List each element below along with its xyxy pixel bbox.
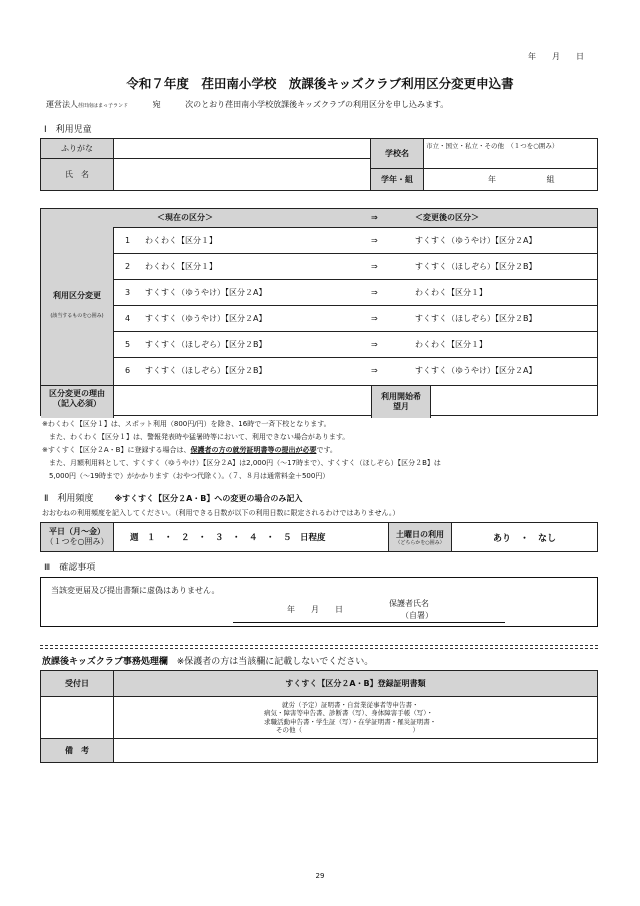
current-header: ＜現在の区分＞ <box>157 213 213 222</box>
section1-heading: Ⅰ 利用児童 <box>44 125 92 135</box>
page-number: 29 <box>315 872 325 880</box>
school-options: 市立・国立・私立・その他 （１つを○囲み） <box>426 142 559 150</box>
header-arrow: ⇒ <box>371 213 378 222</box>
option-arrow: ⇒ <box>371 366 378 375</box>
option-number: 1 <box>125 236 131 245</box>
separator-bottom <box>40 648 598 649</box>
note-line-3a: ※すくすく【区分２A・B】に登録する場合は、 <box>42 446 191 454</box>
note-line-1: ※わくわく【区分１】は、スポット利用（800円/円）を除き、16時で一斉下校となります。 <box>42 420 331 428</box>
weekday-label: 平日（月～金） <box>49 527 105 537</box>
frequency-table <box>40 522 598 552</box>
note-line-5: 5,000円（～19時まで）がかかります（おやつ代除く）。（７、８月は通常料金＋500円） <box>42 472 330 480</box>
option-arrow: ⇒ <box>371 262 378 271</box>
option-to: すくすく（ゆうやけ）【区分２A】 <box>415 366 537 375</box>
doc-line-4: その他（ ） <box>276 725 419 734</box>
change-header-row <box>113 209 597 228</box>
note-line-2: また、わくわく【区分１】は、警報発表時や猛暑時等において、利用できない場合があります。 <box>42 433 350 441</box>
section2-subnote: おおむねの利用頻度を記入してください。（利用できる日数が以下の利用日数に限定されるわけではありません。） <box>42 509 400 517</box>
saturday-label: 土曜日の利用 <box>396 529 444 539</box>
option-arrow: ⇒ <box>371 314 378 323</box>
saturday-label-cell <box>389 523 452 552</box>
received-date-field[interactable] <box>41 697 114 739</box>
option-number: 3 <box>125 288 131 297</box>
grade-label: 学年・組 <box>371 169 424 191</box>
reason-label-cell <box>41 385 114 418</box>
name-label: 氏 名 <box>41 159 114 191</box>
addressee-suffix: 宛 <box>152 100 161 109</box>
option-to: すくすく（ほしぞら）【区分２B】 <box>415 314 537 323</box>
saturday-sub: （どちらかを○囲み） <box>395 539 445 546</box>
note-line-4: また、月額利用料として、すくすく（ゆうやけ）【区分２A】は2,000円（～17時まで）、すくすく（ほしぞら）【区分２B】は <box>42 459 441 467</box>
confirmation-statement: 当該変更届及び提出書類に虚偽はありません。 <box>51 586 220 595</box>
note-emphasis: 保護者の方の就労証明書等の提出が必要 <box>190 446 317 454</box>
option-to: わくわく【区分１】 <box>415 288 487 297</box>
option-number: 2 <box>125 262 131 271</box>
furigana-field[interactable] <box>114 139 371 159</box>
name-field[interactable] <box>114 159 371 191</box>
change-label-cell <box>41 209 114 385</box>
intro-text: 次のとおり荏田南小学校放課後キッズクラブの利用区分を申し込みます。 <box>185 100 449 109</box>
office-heading: 放課後キッズクラブ事務処理欄 <box>42 657 168 667</box>
office-heading-note: ※保護者の方は当該欄に記載しないでください。 <box>176 657 374 667</box>
option-from: すくすく（ゆうやけ）【区分２A】 <box>145 314 267 323</box>
notes-block <box>42 418 441 483</box>
option-number: 4 <box>125 314 131 323</box>
guardian-label: 保護者氏名 <box>389 599 429 608</box>
signature-line[interactable] <box>233 622 505 623</box>
change-label: 利用区分変更 <box>53 291 101 300</box>
grade-year: 年 <box>488 175 496 184</box>
option-number: 5 <box>125 340 131 349</box>
start-label: 利用開始希望月 <box>381 392 421 411</box>
note-line-3b: です。 <box>316 446 337 454</box>
option-from: わくわく【区分１】 <box>145 262 217 271</box>
change-option-row[interactable] <box>113 280 597 306</box>
form-title: 令和７年度 荏田南小学校 放課後キッズクラブ利用区分変更申込書 <box>126 76 514 91</box>
section2-heading: Ⅱ 利用頻度 <box>44 494 94 504</box>
option-from: すくすく（ほしぞら）【区分２B】 <box>145 366 267 375</box>
doc-line-1: 就労（予定）証明書・自営業従事者等申告書・ <box>282 701 419 710</box>
option-arrow: ⇒ <box>371 340 378 349</box>
school-field[interactable] <box>424 139 598 169</box>
registration-header: すくすく【区分２A・B】登録証明書類 <box>114 671 598 697</box>
furigana-label: ふりがな <box>41 139 114 159</box>
option-number: 6 <box>125 366 131 375</box>
weekday-label-cell <box>41 523 114 552</box>
option-to: わくわく【区分１】 <box>415 340 487 349</box>
confirmation-date: 年 月 日 <box>287 605 343 614</box>
docs-cell <box>114 697 598 739</box>
weekday-sub: （１つを○囲み） <box>45 537 109 546</box>
change-table <box>40 208 598 416</box>
date-line: 年 月 日 <box>528 52 584 61</box>
option-to: すくすく（ゆうやけ）【区分２A】 <box>415 236 537 245</box>
change-option-row[interactable] <box>113 306 597 332</box>
addressee-org: 運営法人 <box>46 100 78 109</box>
section3-heading: Ⅲ 確認事項 <box>44 563 96 573</box>
doc-line-2: 病気・障害等申告書、診断書（写）、身体障害手帳（写）・ <box>264 709 433 718</box>
reason-field[interactable] <box>113 385 371 418</box>
remarks-field[interactable] <box>114 739 598 763</box>
section2-heading-note: ※すくすく【区分２A・B】への変更の場合のみ記入 <box>114 494 303 503</box>
option-arrow: ⇒ <box>371 236 378 245</box>
remarks-label: 備 考 <box>41 739 114 763</box>
change-option-row[interactable] <box>113 254 597 280</box>
grade-class: 組 <box>546 175 555 184</box>
option-to: すくすく（ほしぞら）【区分２B】 <box>415 262 537 271</box>
note-line-3 <box>42 444 441 457</box>
addressee-name: 荏田南はまっ子ランド <box>78 103 129 109</box>
addressee <box>46 100 448 110</box>
received-label: 受付日 <box>41 671 114 697</box>
weekday-options[interactable]: 週 １ ・ ２ ・ ３ ・ ４ ・ ５ 日程度 <box>114 523 389 552</box>
school-label: 学校名 <box>371 139 424 169</box>
grade-field[interactable] <box>424 169 598 191</box>
office-heading-row <box>42 654 373 667</box>
change-option-row[interactable] <box>113 358 597 384</box>
doc-line-3: 求職活動申告書・学生証（写）・在学証明書・罹災証明書・ <box>264 717 437 726</box>
option-from: すくすく（ゆうやけ）【区分２A】 <box>145 288 267 297</box>
confirmation-box <box>40 577 598 627</box>
separator-top <box>40 645 598 646</box>
option-from: わくわく【区分１】 <box>145 236 217 245</box>
option-from: すくすく（ほしぞら）【区分２B】 <box>145 340 267 349</box>
office-table <box>40 670 598 763</box>
change-option-row[interactable] <box>113 228 597 254</box>
change-note: (該当するものを○囲み) <box>50 313 104 319</box>
option-arrow: ⇒ <box>371 288 378 297</box>
signature-label: （自署） <box>401 611 433 620</box>
saturday-options[interactable]: あり ・ なし <box>452 523 598 552</box>
change-option-row[interactable] <box>113 332 597 358</box>
section2-heading-row <box>44 494 302 505</box>
reason-label: 区分変更の理由（記入必須） <box>49 389 105 408</box>
start-label-cell <box>371 385 431 418</box>
after-header: ＜変更後の区分＞ <box>415 213 479 222</box>
start-field[interactable] <box>430 385 597 418</box>
child-info-table <box>40 138 598 191</box>
